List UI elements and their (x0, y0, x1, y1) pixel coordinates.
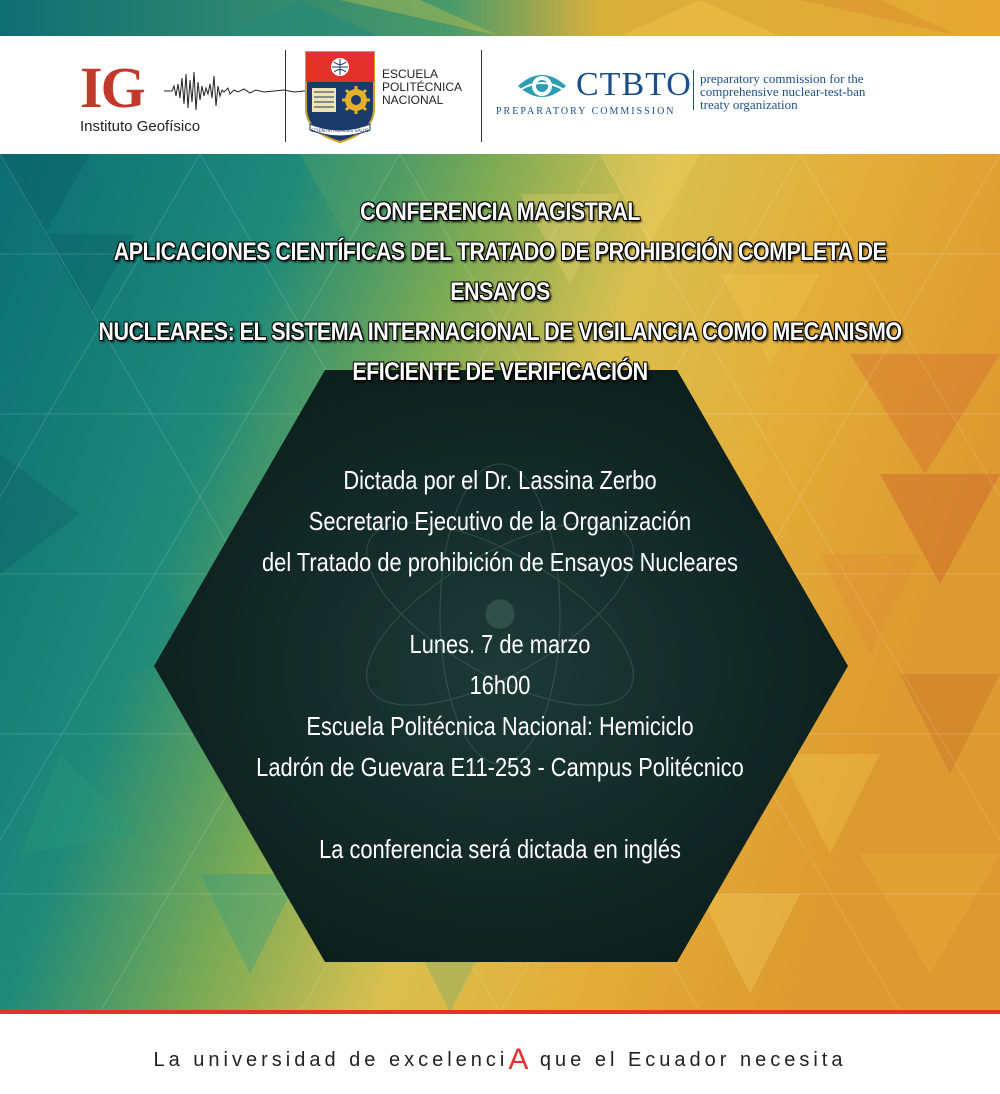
university-tagline (0, 1040, 1000, 1074)
conference-title-line: APLICACIONES CIENTÍFICAS DEL TRATADO DE PROHIBICIÓN COMPLETA DE ENSAYOS (113, 238, 887, 306)
svg-text:SCIENTIA HOMINIS SALUS: SCIENTIA HOMINIS SALUS (311, 129, 369, 134)
ctbto-subtitle: PREPARATORY COMMISSION (496, 106, 676, 117)
speaker-line: del Tratado de prohibición de Ensayos Nucleares (262, 547, 738, 577)
conference-title-line: NUCLEARES: EL SISTEMA INTERNACIONAL DE VIGILANCIA COMO MECANISMO (98, 318, 902, 346)
ctbto-description (700, 72, 940, 111)
event-date: Lunes. 7 de marzo (409, 629, 591, 659)
epn-name (382, 68, 472, 107)
conference-title-line: CONFERENCIA MAGISTRAL (360, 198, 640, 226)
ig-logo (80, 55, 280, 138)
epn-name-line: NACIONAL (382, 93, 444, 107)
poster-body (0, 154, 1000, 1012)
ctbto-description-line: preparatory commission for the (700, 71, 864, 86)
ctbto-eye-icon (516, 68, 568, 104)
conference-title (0, 192, 1000, 392)
speaker-line: Dictada por el Dr. Lassina Zerbo (343, 465, 657, 495)
ctbto-description-line: comprehensive nuclear-test-ban (700, 84, 866, 99)
event-time: 16h00 (469, 670, 531, 700)
ctbto-description-line: treaty organization (700, 97, 798, 112)
ig-logo-mark: IG (80, 55, 144, 120)
top-color-band (0, 0, 1000, 36)
event-address: Ladrón de Guevara E11-253 - Campus Politécnico (256, 752, 744, 782)
header-divider (481, 50, 482, 142)
tagline-end: que el Ecuador necesita (530, 1049, 847, 1071)
header-divider (285, 50, 286, 142)
epn-name-line: ESCUELA (382, 67, 439, 81)
ctbto-name: CTBTO (576, 66, 692, 103)
epn-logo (304, 50, 474, 146)
tagline-start: La universidad de excelenci (153, 1049, 509, 1071)
footer (0, 1014, 1000, 1094)
epn-crest-icon (304, 50, 376, 146)
conference-title-line: EFICIENTE DE VERIFICACIÓN (352, 358, 648, 386)
language-note: La conferencia será dictada en inglés (319, 834, 681, 864)
logo-header (0, 36, 1000, 154)
event-details (200, 460, 800, 870)
speaker-line: Secretario Ejecutivo de la Organización (308, 506, 692, 536)
ig-institute-name: Instituto Geofísico (80, 118, 201, 135)
event-venue: Escuela Politécnica Nacional: Hemiciclo (306, 711, 694, 741)
ctbto-separator (693, 70, 694, 110)
spacer (200, 788, 800, 829)
ctbto-logo (496, 66, 936, 126)
tagline-accent-letter: A (508, 1043, 531, 1076)
spacer (200, 583, 800, 624)
epn-name-line: POLITÉCNICA (382, 80, 463, 94)
